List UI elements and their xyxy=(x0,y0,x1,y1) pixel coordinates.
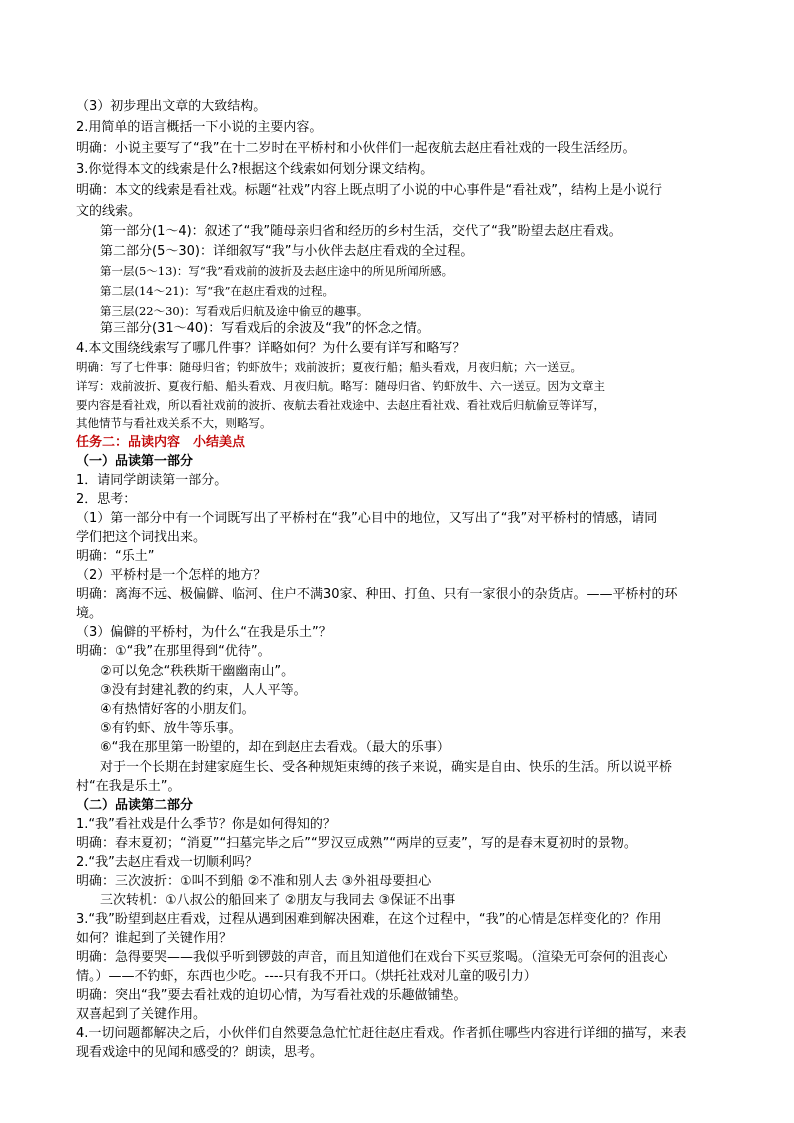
answer-line: 明确：写了七件事：随母归省；钓虾放牛；戏前波折；夏夜行船；船头看戏，月夜归航；六一送豆。 xyxy=(76,360,582,374)
answer-line: 境。 xyxy=(76,606,103,621)
text-line: 村“在我是乐土”。 xyxy=(76,779,181,794)
question-line: 如何？谁起到了关键作用？ xyxy=(76,931,233,946)
question-line: 4.本文围绕线索写了哪几件事？详略如何？为什么要有详写和略写？ xyxy=(76,341,466,356)
answer-line: 明确：春末夏初；“消夏”“扫墓完毕之后”“罗汉豆成熟”“两岸的豆麦”，写的是春末夏初时的景物。 xyxy=(76,836,637,851)
answer-line: 明确：小说主要写了“我”在十二岁时在平桥村和小伙伴们一起夜航去赵庄看社戏的一段生活经历。 xyxy=(76,141,636,156)
list-item: ⑤有钓虾、放牛等乐事。 xyxy=(100,721,242,736)
text-line: 2．思考： xyxy=(76,492,137,507)
structure-sub-line: 第三层(22～30)：写看戏后归航及途中偷豆的趣事。 xyxy=(100,304,369,318)
structure-sub-line: 第二层(14～21)：写“我”在赵庄看戏的过程。 xyxy=(100,284,334,298)
structure-sub-line: 第一层(5～13)：写“我”看戏前的波折及去赵庄途中的所见所闻所感。 xyxy=(100,264,454,278)
answer-line: 明确：三次波折：①叫不到船 ②不准和别人去 ③外祖母要担心 xyxy=(76,874,432,889)
question-line: 3.你觉得本文的线索是什么?根据这个线索如何划分课文结构。 xyxy=(76,162,434,177)
answer-line: 明确：“乐土” xyxy=(76,549,155,564)
list-item: ⑥“我在那里第一盼望的，却在到赵庄去看戏。（最大的乐事） xyxy=(100,740,450,755)
answer-line: 文的线索。 xyxy=(76,204,142,219)
structure-line: 第三部分(31～40)：写看戏后的余波及“我”的怀念之情。 xyxy=(100,321,430,336)
question-line: （2）平桥村是一个怎样的地方？ xyxy=(76,568,267,583)
text-line: 对于一个长期在封建家庭生长、受各种规矩束缚的孩子来说，确实是自由、快乐的生活。所以说平桥 xyxy=(100,760,673,775)
section-heading: 任务二：品读内容 小结美点 xyxy=(76,435,246,450)
list-item: ④有热情好客的小朋友们。 xyxy=(100,702,255,717)
text-line: 双喜起到了关键作用。 xyxy=(76,1007,207,1022)
structure-line: 第二部分(5～30)：详细叙写“我”与小伙伴去赵庄看戏的全过程。 xyxy=(100,244,474,259)
question-line: 学们把这个词找出来。 xyxy=(76,530,207,545)
question-line: 4.一切问题都解决之后，小伙伴们自然要急急忙忙赶往赵庄看戏。作者抓住哪些内容进行详细的描写，来表 xyxy=(76,1026,687,1041)
text-line: （3）初步理出文章的大致结构。 xyxy=(76,99,267,114)
structure-line: 第一部分(1～4)：叙述了“我”随母亲归省和经历的乡村生活，交代了“我”盼望去赵庄看戏。 xyxy=(100,224,622,239)
answer-line: 详写：戏前波折、夏夜行船、船头看戏、月夜归航。略写：随母归省、钓虾放牛、六一送豆。因为文章主 xyxy=(76,379,605,393)
question-line: 现看戏途中的见闻和感受的？朗读，思考。 xyxy=(76,1045,324,1060)
question-line: （3）偏僻的平桥村，为什么“在我是乐土”？ xyxy=(76,625,332,640)
question-line: 3.“我”盼望到赵庄看戏，过程从遇到困难到解决困难，在这个过程中，“我”的心情是怎样变化的？作用 xyxy=(76,912,662,927)
question-line: 1.“我”看社戏是什么季节？你是如何得知的？ xyxy=(76,817,336,832)
question-line: （1）第一部分中有一个词既写出了平桥村在“我”心目中的地位，又写出了“我”对平桥村的情感，请同 xyxy=(76,511,658,526)
text-line: 1．请同学朗读第一部分。 xyxy=(76,473,228,488)
answer-line: 明确：离海不远、极偏僻、临河、住户不满30家、种田、打鱼、只有一家很小的杂货店。——平桥村的环 xyxy=(76,587,678,602)
answer-line: 其他情节与看社戏关系不大，则略写。 xyxy=(76,416,272,430)
list-item: ②可以免念“秩秩斯干幽幽南山”。 xyxy=(100,664,295,679)
subsection-heading: （二）品读第二部分 xyxy=(76,798,194,813)
answer-line: 明确：①“我”在那里得到“优待”。 xyxy=(76,644,271,659)
subsection-heading: （一）品读第一部分 xyxy=(76,454,194,469)
answer-line: 明确：突出“我”要去看社戏的迫切心情，为写看社戏的乐趣做铺垫。 xyxy=(76,988,467,1003)
answer-line: 明确：急得要哭——我似乎听到锣鼓的声音，而且知道他们在戏台下买豆浆喝。（渲染无可奈何的沮丧心 xyxy=(76,950,668,965)
answer-line: 要内容是看社戏，所以看社戏前的波折、夜航去看社戏途中、去赵庄看社戏、看社戏后归航偷豆等详写， xyxy=(76,398,605,412)
list-item: ③没有封建礼教的约束，人人平等。 xyxy=(100,683,307,698)
answer-line: 情。）——不钓虾，东西也少吃。----只有我不开口。（烘托社戏对儿童的吸引力） xyxy=(76,969,537,984)
answer-line: 明确：本文的线索是看社戏。标题“社戏”内容上既点明了小说的中心事件是“看社戏”，结构上是小说行 xyxy=(76,183,662,198)
question-line: 2.用简单的语言概括一下小说的主要内容。 xyxy=(76,120,323,135)
answer-line: 三次转机：①八叔公的船回来了 ②朋友与我同去 ③保证不出事 xyxy=(100,893,456,908)
question-line: 2.“我”去赵庄看戏一切顺利吗？ xyxy=(76,855,258,870)
